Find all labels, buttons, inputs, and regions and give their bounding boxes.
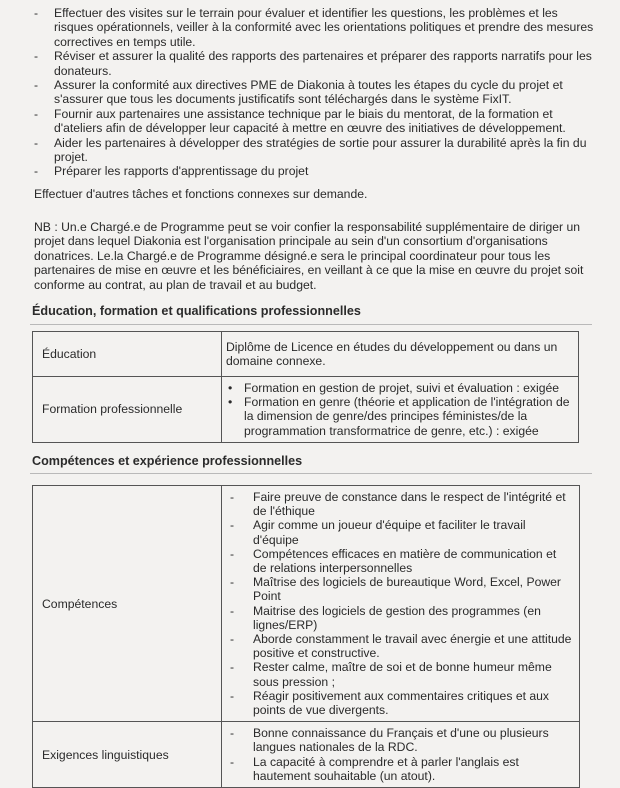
- skills-list: [226, 490, 573, 717]
- row-value: Diplôme de Licence en études du développement ou dans un domaine connexe.: [222, 332, 579, 377]
- list-item-text: Assurer la conformité aux directives PME de Diakonia à toutes les étapes du cycle du projet et s'assurer que tous les documents justificatifs sont téléchargés dans le système FixIT.: [54, 78, 563, 107]
- dash-bullet: -: [34, 49, 39, 64]
- dash-bullet: -: [230, 603, 235, 618]
- dash-bullet: -: [230, 726, 235, 741]
- list-item: [226, 689, 573, 717]
- dash-bullet: -: [230, 660, 235, 675]
- list-item: [34, 49, 594, 78]
- list-item: [226, 381, 572, 395]
- row-label: Éducation: [33, 332, 222, 377]
- dash-bullet: -: [34, 6, 39, 20]
- education-table: [32, 331, 579, 443]
- list-item: [34, 107, 594, 136]
- list-item-text: Maitrise des logiciels de gestion des programmes (en lignes/ERP): [253, 603, 541, 632]
- table-row: [33, 486, 580, 722]
- list-item-text: Réviser et assurer la qualité des rapports des partenaires et préparer des rapports narratifs pour les donateurs.: [54, 49, 592, 78]
- list-item-text: Agir comme un joueur d'équipe et faciliter le travail d'équipe: [253, 518, 526, 547]
- list-item: [226, 547, 573, 575]
- list-item: [34, 136, 594, 165]
- table-row: [33, 332, 579, 377]
- row-value: [222, 486, 580, 722]
- list-item-text: Maîtrise des logiciels de bureautique Word, Excel, Power Point: [253, 575, 561, 604]
- list-item: [226, 660, 573, 688]
- row-label: Formation professionnelle: [33, 377, 222, 443]
- list-item: [226, 726, 573, 754]
- row-label: Exigences linguistiques: [33, 722, 222, 788]
- list-item-text: Formation en genre (théorie et application de l'intégration de la dimension de genre/des principes féministes/de la programmation transformatrice de genre, etc.) : exigée: [244, 395, 570, 438]
- list-item: [226, 490, 573, 518]
- dash-bullet: -: [230, 490, 235, 504]
- list-item-text: Formation en gestion de projet, suivi et évaluation : exigée: [244, 381, 560, 395]
- responsibilities-list: [34, 6, 594, 179]
- dot-bullet: •: [228, 395, 233, 410]
- list-item: [34, 164, 594, 178]
- list-item-text: Bonne connaissance du Français et d'une ou plusieurs langues nationales de la RDC.: [253, 726, 549, 755]
- section-divider: [30, 473, 592, 474]
- row-value: [222, 722, 580, 788]
- table-row: [33, 722, 580, 788]
- list-item: [226, 575, 573, 603]
- list-item: [226, 632, 573, 660]
- list-item: [226, 755, 573, 783]
- dash-bullet: -: [230, 518, 235, 533]
- list-item-text: Fournir aux partenaires une assistance technique par le biais du mentorat, de la formation et d'ateliers afin de développer leur capacité à mettre en œuvre des initiatives de développement.: [54, 106, 566, 136]
- table-row: [33, 377, 579, 443]
- dash-bullet: -: [34, 78, 39, 93]
- list-item: [226, 518, 573, 546]
- row-label: Compétences: [33, 486, 222, 722]
- list-item: [226, 395, 572, 438]
- list-item-text: Réagir positivement aux commentaires critiques et aux points de vue divergents.: [253, 688, 550, 718]
- education-section-heading: Éducation, formation et qualifications professionnelles: [32, 304, 361, 318]
- dash-bullet: -: [230, 632, 235, 647]
- dash-bullet: -: [230, 754, 235, 769]
- dash-bullet: -: [230, 546, 235, 561]
- list-item-text: Rester calme, maître de soi et de bonne humeur même sous pression ;: [253, 660, 552, 689]
- list-item-text: Effectuer des visites sur le terrain pour évaluer et identifier les questions, les problèmes et les risques opérationnels, veiller à la conformité avec les orientations politiques et prendre des mesures correctives en temps utile.: [54, 6, 594, 49]
- list-item-text: Préparer les rapports d'apprentissage du projet: [54, 164, 309, 179]
- section-divider: [30, 324, 592, 325]
- list-item: [226, 604, 573, 632]
- other-tasks-paragraph: Effectuer d'autres tâches et fonctions connexes sur demande.: [34, 187, 368, 201]
- list-item-text: Faire preuve de constance dans le respect de l'intégrité et de l'éthique: [253, 490, 566, 519]
- skills-table: [32, 485, 580, 788]
- dash-bullet: -: [34, 164, 39, 179]
- list-item-text: La capacité à comprendre et à parler l'anglais est hautement souhaitable (un atout).: [253, 754, 519, 783]
- list-item-text: Aider les partenaires à développer des stratégies de sortie pour assurer la durabilité après la fin du projet.: [54, 135, 587, 165]
- training-list: [226, 381, 572, 438]
- row-value: [222, 377, 579, 443]
- list-item-text: Compétences efficaces en matière de communication et de relations interpersonnelles: [253, 546, 557, 576]
- list-item-text: Aborde constamment le travail avec énergie et une attitude positive et constructive.: [253, 632, 572, 661]
- dash-bullet: -: [34, 106, 39, 121]
- language-list: [226, 726, 573, 783]
- skills-section-heading: Compétences et expérience professionnelles: [32, 454, 303, 468]
- dash-bullet: -: [230, 575, 235, 590]
- list-item: [34, 6, 594, 49]
- dash-bullet: -: [34, 135, 39, 150]
- list-item: [34, 78, 594, 107]
- dot-bullet: •: [228, 381, 233, 395]
- dash-bullet: -: [230, 688, 235, 703]
- nb-paragraph: NB : Un.e Chargé.e de Programme peut se voir confier la responsabilité supplémentaire de diriger un projet dans lequel Diakonia est l'organisation principale au sein d'un consortium d'organisations donatrices. Le.la Chargé.e de Programme désigné.e sera le principal coordinateur pour tous les partenaires de mise en œuvre et les bénéficiaires, en veillant à ce que la mise en œuvre du projet soit conforme au contrat, au plan de travail et au budget.: [34, 220, 584, 292]
